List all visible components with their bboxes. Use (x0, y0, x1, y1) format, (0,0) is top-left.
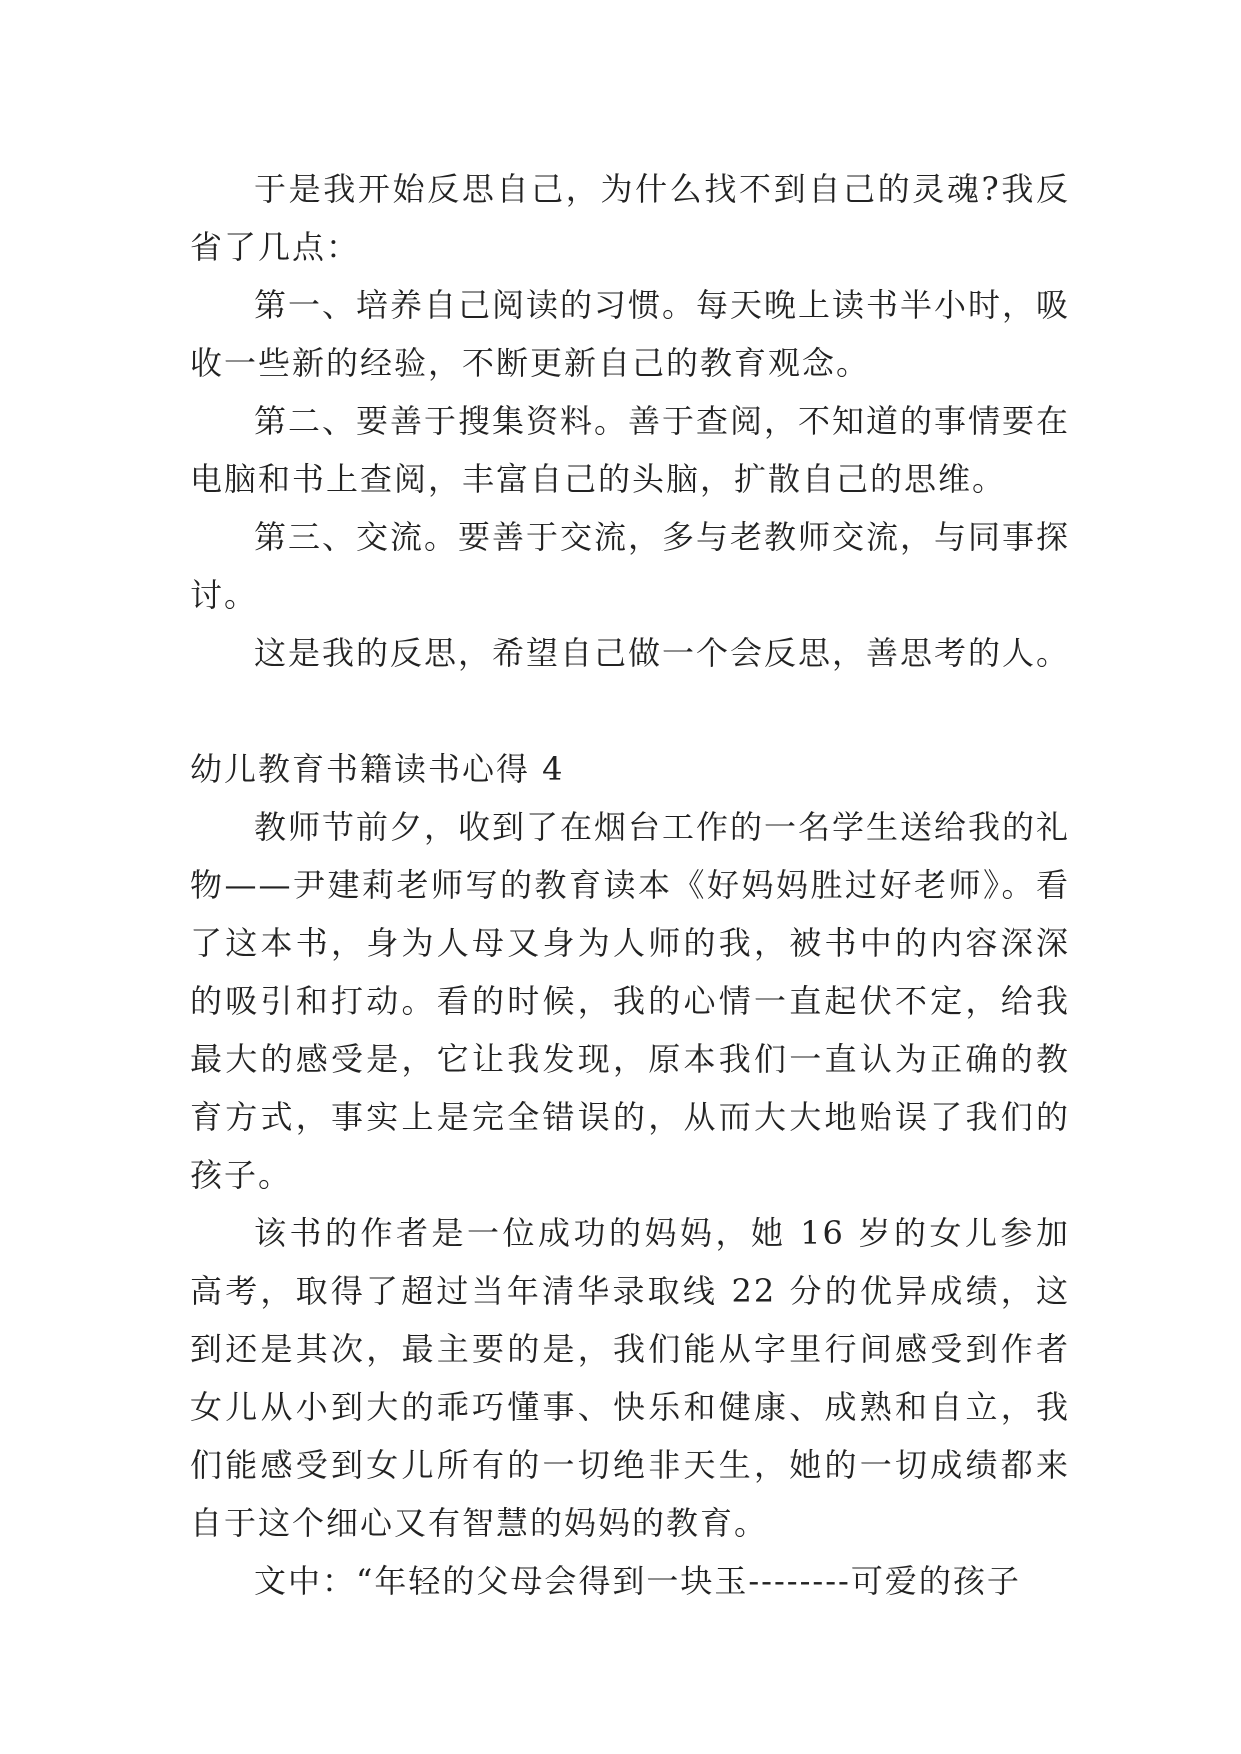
document-body (190, 160, 1070, 1610)
section-heading: 幼儿教育书籍读书心得 4 (190, 750, 565, 788)
paragraph-point-three: 第三、交流。要善于交流，多与老教师交流，与同事探讨。 (190, 518, 1071, 614)
paragraph-reflection-intro: 于是我开始反思自己，为什么找不到自己的灵魂?我反省了几点： (190, 170, 1070, 266)
paragraph-point-one: 第一、培养自己阅读的习惯。每天晚上读书半小时，吸收一些新的经验，不断更新自己的教育观念。 (190, 286, 1071, 382)
paragraph-point-two: 第二、要善于搜集资料。善于查阅，不知道的事情要在电脑和书上查阅，丰富自己的头脑，扩散自己的思维。 (190, 402, 1071, 498)
paragraph-quote: 文中：“年轻的父母会得到一块玉--------可爱的孩子 (254, 1562, 1021, 1600)
paragraph-reflection-summary: 这是我的反思，希望自己做一个会反思，善思考的人。 (254, 634, 1071, 672)
paragraph-author: 该书的作者是一位成功的妈妈，她 16 岁的女儿参加高考，取得了超过当年清华录取线 22 分的优异成绩，这到还是其次，最主要的是，我们能从字里行间感受到作者女儿从小到大的乖巧懂事、快乐和健康、成熟和自立，我们能感受到女儿所有的一切绝非天生，她的一切成绩都来自于这个细心又有智慧的妈妈的教育。 (190, 1214, 1070, 1542)
paragraph-book-gift: 教师节前夕，收到了在烟台工作的一名学生送给我的礼物——尹建莉老师写的教育读本《好妈妈胜过好老师》。看了这本书，身为人母又身为人师的我，被书中的内容深深的吸引和打动。看的时候，我的心情一直起伏不定，给我最大的感受是，它让我发现，原本我们一直认为正确的教育方式，事实上是完全错误的，从而大大地贻误了我们的孩子。 (190, 808, 1071, 1194)
